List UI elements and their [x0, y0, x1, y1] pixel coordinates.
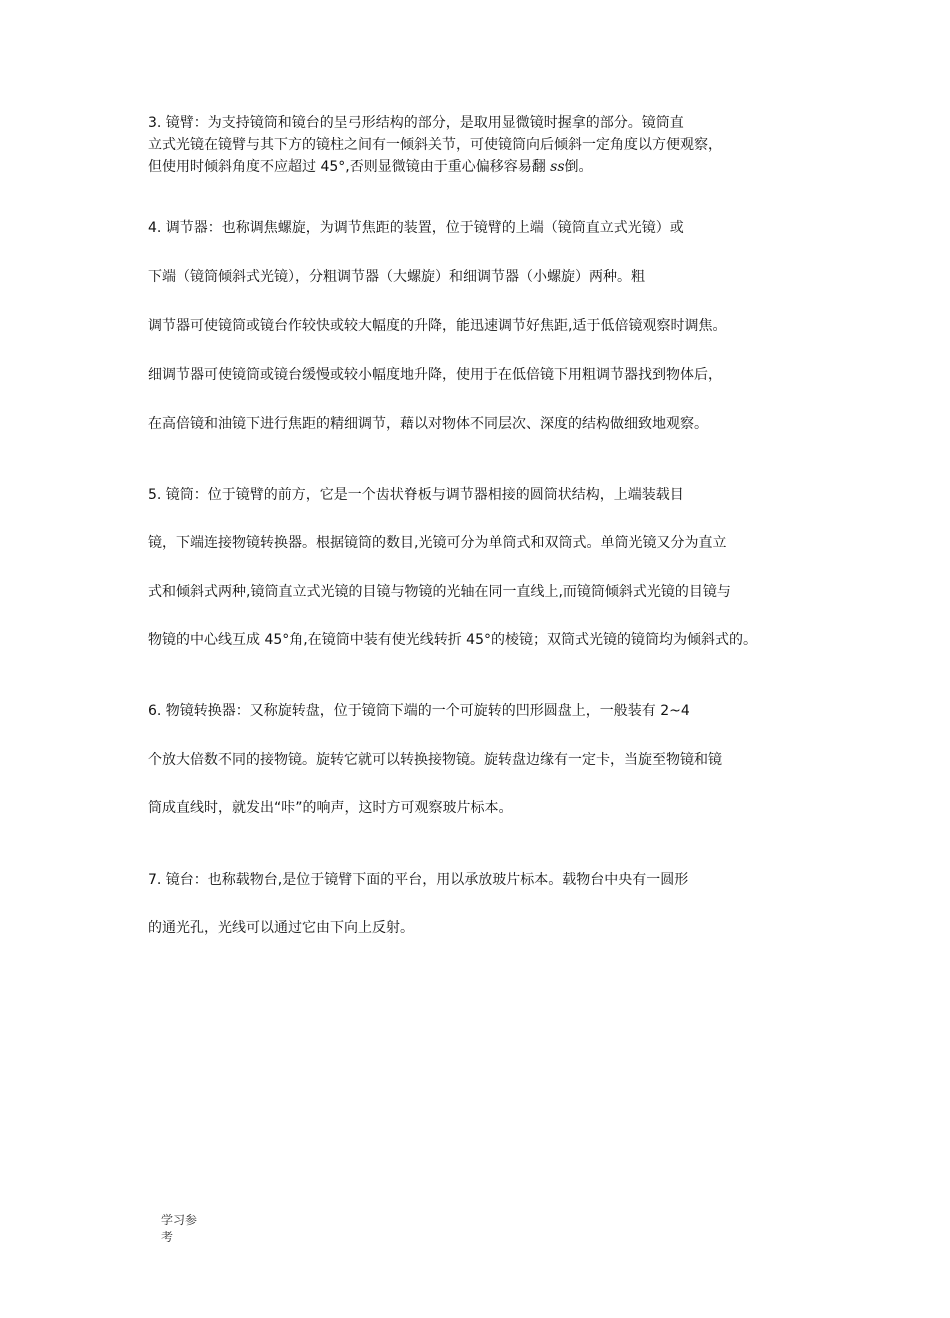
italic-token: ss: [550, 159, 565, 175]
footer-line: 学习参: [161, 1213, 198, 1227]
paragraph-line: 下端（镜筒倾斜式光镜），分粗调节器（大螺旋）和细调节器（小螺旋）两种。粗: [148, 269, 645, 285]
paragraph-line: 个放大倍数不同的接物镜。旋转它就可以转换接物镜。旋转盘边缘有一定卡，当旋至物镜和镜: [148, 752, 722, 768]
paragraph-line: 3. 镜臂：为支持镜筒和镜台的呈弓形结构的部分，是取用显微镜时握拿的部分。镜筒直: [148, 115, 684, 131]
paragraph-line-text: 倒。: [564, 159, 593, 175]
paragraph-line: 筒成直线时，就发出“咔”的响声，这时方可观察玻片标本。: [148, 800, 513, 816]
paragraph-line: 立式光镜在镜臂与其下方的镜柱之间有一倾斜关节，可使镜筒向后倾斜一定角度以方便观察，: [148, 137, 722, 153]
paragraph-line: 物镜的中心线互成 45°角,在镜筒中装有使光线转折 45°的棱镜；双筒式光镜的镜筒均为倾斜式的。: [148, 632, 757, 648]
paragraph-line: 镜，下端连接物镜转换器。根据镜筒的数目,光镜可分为单筒式和双筒式。单筒光镜又分为直立: [148, 535, 727, 551]
paragraph-line: 在高倍镜和油镜下进行焦距的精细调节，藉以对物体不同层次、深度的结构做细致地观察。: [148, 416, 708, 432]
paragraph-line: 4. 调节器：也称调焦螺旋，为调节焦距的装置，位于镜臂的上端（镜筒直立式光镜）或: [148, 220, 684, 236]
paragraph-line: 6. 物镜转换器：又称旋转盘，位于镜筒下端的一个可旋转的凹形圆盘上，一般装有 2~4: [148, 703, 690, 719]
paragraph-line: 式和倾斜式两种,镜筒直立式光镜的目镜与物镜的光轴在同一直线上,而镜筒倾斜式光镜的目镜与: [148, 584, 731, 600]
footer-note: [161, 1212, 206, 1246]
paragraph-line: 5. 镜筒：位于镜臂的前方，它是一个齿状脊板与调节器相接的圆筒状结构，上端装载目: [148, 487, 684, 503]
paragraph-line: 调节器可使镜筒或镜台作较快或较大幅度的升降，能迅速调节好焦距,适于低倍镜观察时调焦。: [148, 318, 727, 334]
paragraph-line: 7. 镜台：也称载物台,是位于镜臂下面的平台，用以承放玻片标本。载物台中央有一圆形: [148, 872, 689, 888]
paragraph-line: 细调节器可使镜筒或镜台缓慢或较小幅度地升降，使用于在低倍镜下用粗调节器找到物体后，: [148, 367, 722, 383]
paragraph-line: [148, 157, 593, 177]
paragraph-line: 的通光孔，光线可以通过它由下向上反射。: [148, 920, 414, 936]
footer-line: 考: [161, 1230, 174, 1244]
paragraph-line-text: 但使用时倾斜角度不应超过 45°,否则显微镜由于重心偏移容易翻: [148, 159, 551, 175]
